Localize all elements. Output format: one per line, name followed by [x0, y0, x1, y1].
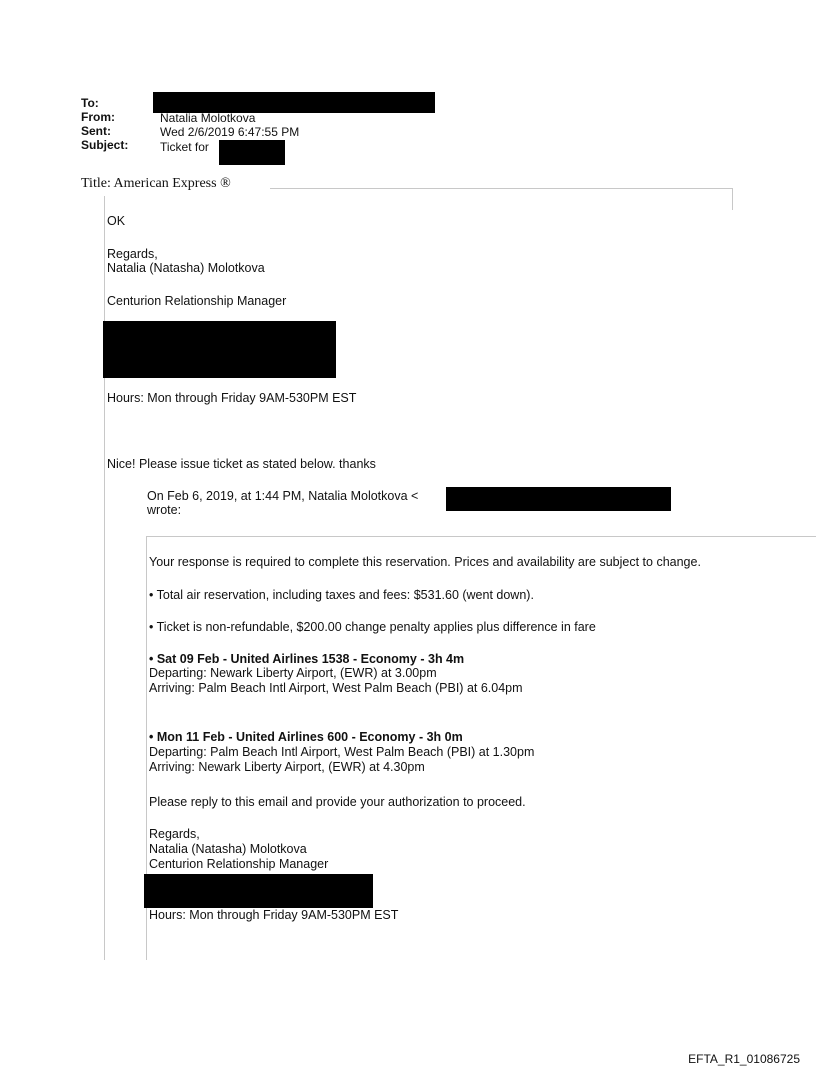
redaction-email [446, 487, 671, 511]
nice-line: Nice! Please issue ticket as stated below. thanks [107, 457, 376, 471]
quoted-name: Natalia (Natasha) Molotkova [149, 842, 307, 856]
frame-top-line [270, 188, 732, 189]
redaction-signature [103, 321, 336, 378]
quoted-role: Centurion Relationship Manager [149, 857, 329, 871]
reply-regards: Regards, [107, 247, 158, 261]
bullet-total: • Total air reservation, including taxes and fees: $531.60 (went down). [149, 588, 534, 602]
quoted-header-line1: On Feb 6, 2019, at 1:44 PM, Natalia Molotkova < [147, 489, 419, 503]
sent-value: Wed 2/6/2019 6:47:55 PM [160, 125, 300, 139]
redaction-quoted-signature [144, 874, 373, 908]
subject-label: Subject: [81, 138, 129, 152]
flight1-depart: Departing: Newark Liberty Airport, (EWR) at 3.00pm [149, 666, 437, 680]
redaction-to [153, 92, 435, 113]
reply-ok: OK [107, 214, 126, 228]
frame-right-line [732, 188, 733, 210]
flight2-arrive: Arriving: Newark Liberty Airport, (EWR) at 4.30pm [149, 760, 425, 774]
flight1-arrive: Arriving: Palm Beach Intl Airport, West Palm Beach (PBI) at 6.04pm [149, 681, 523, 695]
reply-role: Centurion Relationship Manager [107, 294, 287, 308]
subject-value: Ticket for [160, 140, 209, 154]
quoted-regards: Regards, [149, 827, 200, 841]
quoted-top-line [147, 536, 816, 537]
redaction-subject [219, 140, 285, 165]
flight2-title: • Mon 11 Feb - United Airlines 600 - Economy - 3h 0m [149, 730, 463, 744]
reply-name: Natalia (Natasha) Molotkova [107, 261, 265, 275]
frame-left-line [104, 196, 105, 960]
bates-number: EFTA_R1_01086725 [688, 1052, 800, 1066]
bullet-ticket: • Ticket is non-refundable, $200.00 change penalty applies plus difference in fare [149, 620, 596, 634]
quoted-hours: Hours: Mon through Friday 9AM-530PM EST [149, 908, 399, 922]
from-value: Natalia Molotkova [160, 111, 256, 125]
please-reply: Please reply to this email and provide your authorization to proceed. [149, 795, 526, 809]
to-label: To: [81, 96, 99, 110]
sent-label: Sent: [81, 124, 111, 138]
reply-hours: Hours: Mon through Friday 9AM-530PM EST [107, 391, 357, 405]
document-title: Title: American Express ® [81, 176, 231, 191]
quoted-intro: Your response is required to complete this reservation. Prices and availability are subject to change. [149, 555, 701, 569]
quoted-header-line2: wrote: [147, 503, 182, 517]
from-label: From: [81, 110, 115, 124]
flight1-title: • Sat 09 Feb - United Airlines 1538 - Economy - 3h 4m [149, 652, 465, 666]
flight2-depart: Departing: Palm Beach Intl Airport, West Palm Beach (PBI) at 1.30pm [149, 745, 535, 759]
